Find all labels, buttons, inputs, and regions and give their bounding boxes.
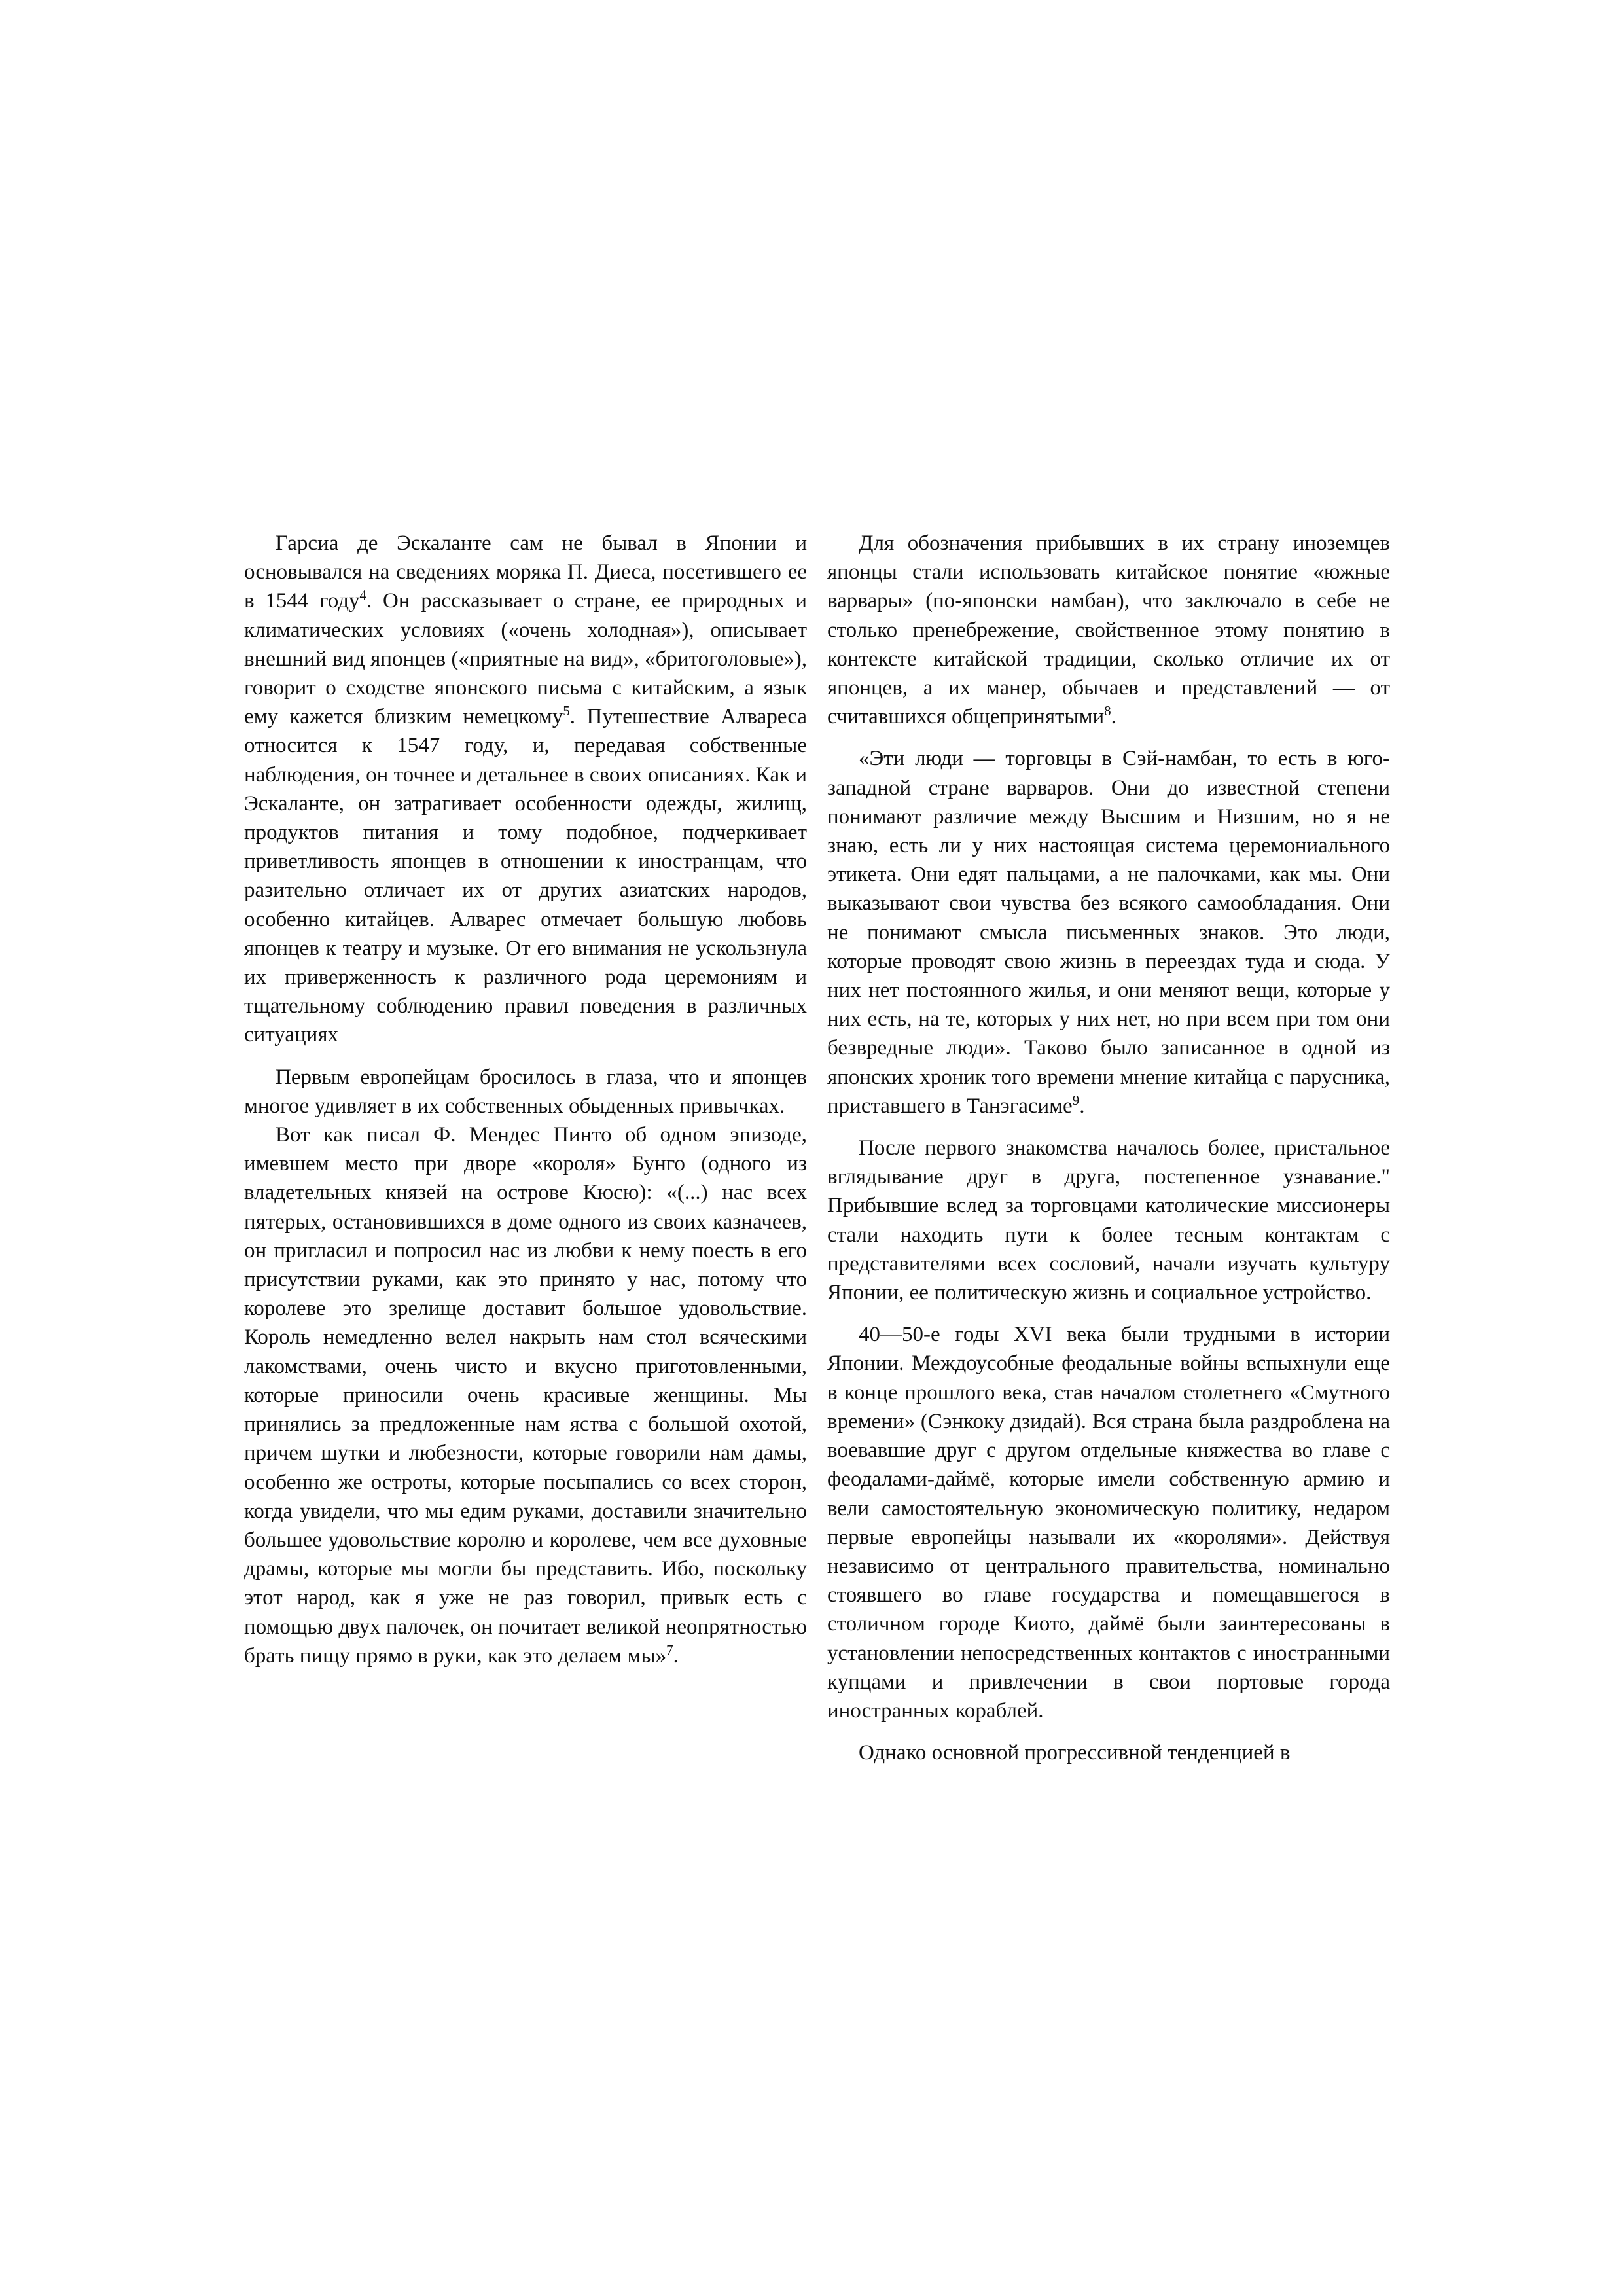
paragraph-mendes-pinto [244,1121,807,1670]
paragraph-text: Для обозначения прибывших в их страну иноземцев японцы стали использовать китайское понятие «южные варвары» (по-японски намбан), что заключало в себе не столько пренебрежение, свойственное этому понятию в контексте китайской традиции, сколько отличие их от японцев, а их манер, обычаев и представлений — от считавшихся общепринятыми [827,531,1390,729]
footnote-ref-7: 7 [666,1641,673,1658]
footnote-ref-4: 4 [359,587,367,603]
paragraph-text: Вот как писал Ф. Мендес Пинто об одном эпизоде, имевшем место при дворе «короля» Бунго (одного из владетельных князей на острове Кюсю): «(...) нас всех пятерых, остановившихся в доме одного из своих казначеев, он пригласил и попросил нас из любви к нему поесть в его присутствии руками, как это принято у нас, потому что королеве это зрелище доставит большое удовольствие. Король немедленно велел накрыть нам стол всяческими лакомствами, очень чисто и вкусно приготовленными, которые приносили очень красивые женщины. Мы принялись за предложенные нам яства с большой охотой, причем шутки и любезности, которые говорили нам дамы, особенно же остроты, которые посыпались со всех сторон, когда увидели, что мы едим руками, доставили значительно большее удовольствие королю и королеве, чем все духовные драмы, которые мы могли бы представить. Ибо, поскольку этот народ, как я уже не раз говорил, привык есть с помощью двух палочек, он почитает великой неопрятностью брать пищу прямо в руки, как это делаем мы» [244,1123,807,1668]
paragraph-continuation [827,1738,1390,1767]
paragraph-text: . [673,1643,679,1668]
paragraph-text: . Путешествие Алвареса относится к 1547 году, и, передавая собственные наблюдения, он точнее и детальнее в своих описаниях. Как и Эскаланте, он затрагивает особенности одежды, жилищ, продуктов питания и тому подобное, подчеркивает приветливость японцев в отношении к иностранцам, что разительно отличает их от других азиатских народов, особенно китайцев. Алварес отмечает большую любовь японцев к театру и музыке. От его внимания не ускользнула их приверженность к различного рода церемониям и тщательному соблюдению правил поведения в различных ситуациях [244,705,807,1047]
right-text-column [827,529,1390,1780]
paragraph-nanban [827,529,1390,731]
paragraph-text: 40—50-е годы XVI века были трудными в истории Японии. Междоусобные феодальные войны вспыхнули еще в конце прошлого века, став началом столетнего «Смутного времени» (Сэнкоку дзидай). Вся страна была раздроблена на воевавшие друг с другом отдельные княжества во главе с феодалами-даймё, которые имели собственную армию и вели самостоятельную экономическую политику, недаром первые европейцы называли их «королями». Действуя независимо от центрального правительства, номинально стоявшего во главе государства и помещавшегося в столичном городе Киото, даймё были заинтересованы в установлении непосредственных контактов с иностранными купцами и привлечении в свои портовые города иностранных кораблей. [827,1323,1390,1723]
paragraph-first-europeans [244,1063,807,1121]
footnote-ref-8: 8 [1104,703,1111,719]
paragraph-text: Первым европейцам бросилось в глаза, что и японцев многое удивляет в их собственных обыденных привычках. [244,1065,807,1118]
paragraph-missionaries [827,1134,1390,1307]
paragraph-text: . Он рассказывает о стране, ее природных и климатических условиях («очень холодная»), описывает внешний вид японцев («приятные на вид», «бритоголовые»), говорит о сходстве японского письма с китайским, а язык ему кажется близким немецкому [244,589,807,729]
paragraph-escalante [244,529,807,1050]
paragraph-text: . [1111,705,1116,729]
paragraph-text: После первого знакомства началось более, пристальное вглядывание друг в друга, постепенное узнавание." Прибывшие вслед за торговцами католические миссионеры стали находить пути к более тесным контактам с представителями всех сословий, начали изучать культуру Японии, ее политическую жизнь и социальное устройство. [827,1136,1390,1305]
footnote-ref-5: 5 [563,703,570,719]
paragraph-sengoku [827,1320,1390,1725]
paragraph-text: «Эти люди — торговцы в Сэй-намбан, то есть в юго-западной стране варваров. Они до известной степени понимают различие между Высшим и Низшим, но я не знаю, есть ли у них настоящая система церемониального этикета. Они едят пальцами, а не палочками, как мы. Они выказывают свои чувства без всякого самообладания. Они не понимают смысла письменных знаков. Это люди, которые проводят свою жизнь в переездах туда и сюда. У них нет постоянного жилья, и они меняют вещи, которые у них есть, на те, которых у них нет, но при всем при том они безвредные люди». Таково было записанное в одной из японских хроник того времени мнение китайца с парусника, приставшего в Танэгасиме [827,747,1390,1118]
paragraph-text: Однако основной прогрессивной тенденцией в [859,1741,1291,1765]
paragraph-text: Гарсиа де Эскаланте сам не бывал в Японии и основывался на сведениях моряка П. Диеса, посетившего ее в 1544 году [244,531,807,613]
paragraph-chinese-quote [827,744,1390,1121]
left-text-column [244,529,807,1683]
footnote-ref-9: 9 [1072,1092,1080,1108]
paragraph-text: . [1079,1094,1085,1118]
